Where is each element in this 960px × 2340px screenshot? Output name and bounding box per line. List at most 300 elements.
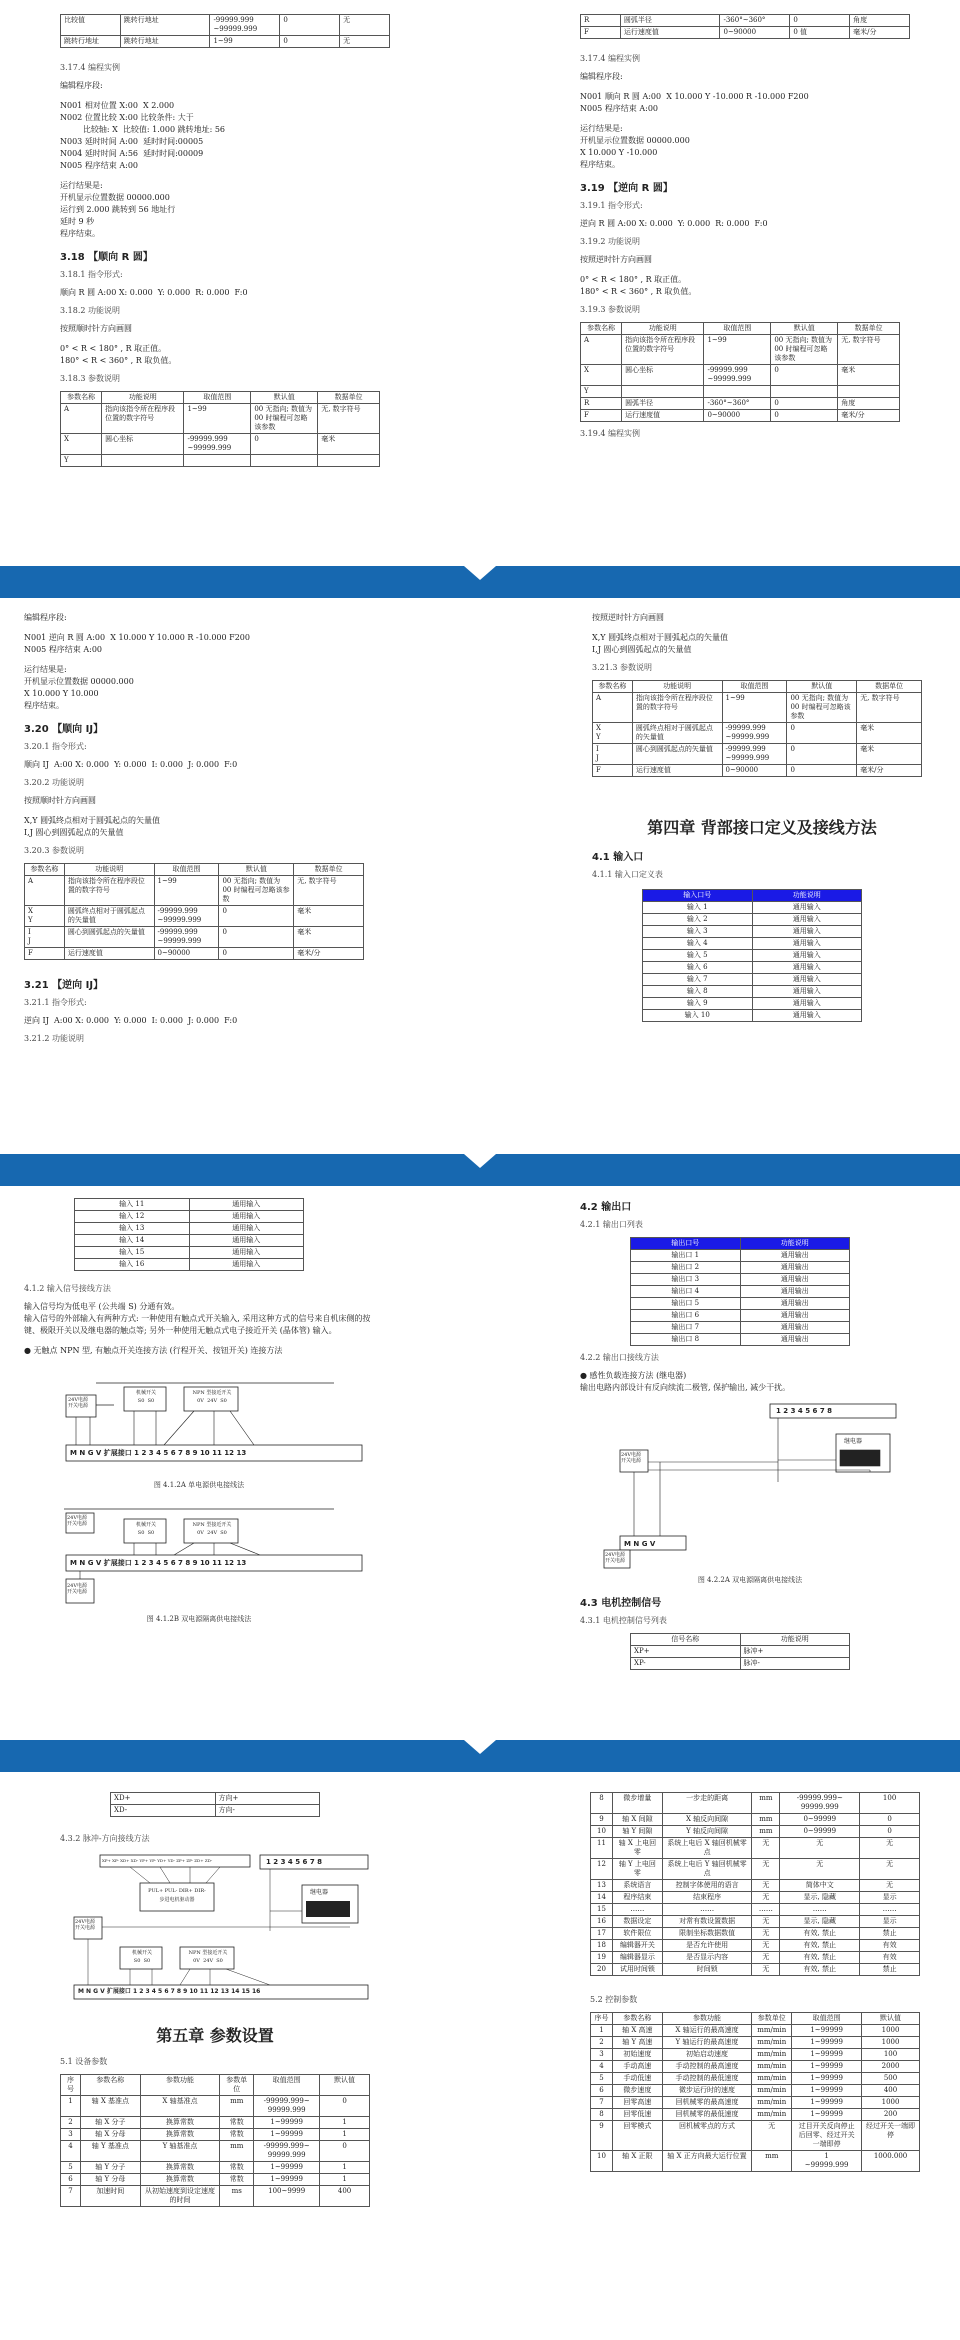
input-bullet: ● 无触点 NPN 型, 有触点开关连接方法 (行程开关、按钮开关) 连接方法 <box>24 1346 283 1355</box>
table-cell <box>251 455 318 467</box>
table-cell: 输入 16 <box>75 1259 190 1271</box>
table-header-cell: 序号 <box>61 2075 81 2096</box>
page-panel-2 <box>0 598 960 1154</box>
table-row <box>75 1199 304 1211</box>
table-header-cell: 取值范围 <box>722 681 787 693</box>
table-row <box>631 1274 850 1286</box>
table-cell: 1~99 <box>210 36 280 48</box>
table-cell: -99999.999 ~99999.999 <box>722 723 787 744</box>
result-label-right: 运行结果是: <box>580 124 623 133</box>
table-cell: mm/min <box>752 2097 792 2109</box>
section-3203: 3.20.3 参数说明 <box>24 846 84 855</box>
table-row <box>591 1838 920 1859</box>
table-cell: 0 <box>771 398 838 410</box>
table-cell: 从初始速度到设定速度的时间 <box>140 2186 220 2207</box>
cond-319: 0° < R < 180° , R 取正值。 180° < R < 360° , R 取负值。 <box>580 275 697 296</box>
table-header-cell: 参数名称 <box>612 2013 662 2025</box>
table-cell: A <box>61 404 102 434</box>
page-panel-4 <box>0 1772 960 2340</box>
table-cell: 1~99999 <box>254 2117 320 2129</box>
table-row <box>593 765 922 777</box>
param-table-318 <box>60 391 380 467</box>
table-cell: 100~9999 <box>254 2186 320 2207</box>
table-cell: 圆心到圆弧起点的矢量值 <box>632 744 722 765</box>
table-cell: 通用输出 <box>740 1322 850 1334</box>
table-cell: mm/min <box>752 2037 792 2049</box>
diagram-axis-pins: XP+ XP- XD+ XD- YP+ YP- YD+ YD- ZP+ ZP- ZD+ ZD- <box>102 1858 213 1863</box>
output-bullet-desc: 输出电路内部设计有反向续流二极管, 保护输出, 减少干扰。 <box>580 1383 791 1392</box>
table-row <box>643 950 862 962</box>
table-cell: mm/min <box>752 2061 792 2073</box>
table-cell: 通用输入 <box>189 1211 304 1223</box>
table-cell: 毫米 <box>294 927 364 948</box>
table-cell: 4 <box>591 2061 613 2073</box>
table-cell: 无 <box>752 2121 792 2151</box>
table-cell: 1 ~99999.999 <box>792 2151 862 2172</box>
table-cell: 0 <box>787 765 857 777</box>
table-row <box>61 2129 370 2141</box>
table-row <box>25 927 364 948</box>
table-cell: 运行速度值 <box>620 27 720 39</box>
page-divider-1 <box>0 566 960 598</box>
table-cell: 毫米 <box>857 744 922 765</box>
table-cell: 2000 <box>862 2061 920 2073</box>
device-param-table-cont <box>590 1792 920 1976</box>
table-cell: 脉冲- <box>740 1658 849 1670</box>
table-cell: mm <box>220 2096 254 2117</box>
table-row <box>631 1334 850 1346</box>
table-cell: 10 <box>591 2151 613 2172</box>
table-cell: 20 <box>591 1964 613 1976</box>
table-cell: 显示, 隐藏 <box>780 1892 860 1904</box>
table-row <box>591 1859 920 1880</box>
table-cell: 换算常数 <box>140 2174 220 2186</box>
table-cell: 运行速度值 <box>622 410 704 422</box>
table-cell: 简体中文 <box>780 1880 860 1892</box>
table-header-cell: 参数单位 <box>220 2075 254 2096</box>
table-cell: 轴 Y 上电回零 <box>612 1859 662 1880</box>
table-cell: 轴 Y 间隙 <box>612 1826 662 1838</box>
table-cell: 无 <box>752 1916 780 1928</box>
table-cell: 无 <box>752 1940 780 1952</box>
page-divider-2 <box>0 1154 960 1186</box>
diagram-driver-label: PUL+ PUL- DIR+ DIR- 步进电机驱动器 <box>148 1888 206 1903</box>
prog-lines-p2: N001 逆向 R 圆 A:00 X 10.000 Y 10.000 R -10.000 F200 N005 程序结束 A:00 <box>24 633 250 654</box>
table-cell: XD+ <box>111 1793 216 1805</box>
table-cell: 输入 8 <box>643 986 753 998</box>
table-cell: 回零模式 <box>612 2121 662 2151</box>
table-cell: -99999.999 ~99999.999 <box>184 434 251 455</box>
table-cell: 圆弧终点相对于圆弧起点的矢量值 <box>64 906 154 927</box>
divider-notch <box>464 566 496 580</box>
table-cell: 无 <box>752 1952 780 1964</box>
table-row <box>591 2037 920 2049</box>
panel1-left-column <box>60 0 390 467</box>
table-row <box>581 365 900 386</box>
table-cell: 通用输入 <box>752 950 862 962</box>
table-cell: 禁止 <box>860 1928 920 1940</box>
table-cell: 1 <box>320 2162 370 2174</box>
table-cell: 输出口 6 <box>631 1310 741 1322</box>
table-cell: 显示 <box>860 1916 920 1928</box>
table-cell: 无 <box>780 1859 860 1880</box>
table-cell: 限制坐标数据数值 <box>662 1928 752 1940</box>
table-cell: -360°~360° <box>720 15 790 27</box>
table-cell: 无 <box>752 1859 780 1880</box>
table-cell: 指向该指令所在程序段位置的数字符号 <box>622 335 704 365</box>
table-row <box>61 2096 370 2117</box>
func-321: 按照逆时针方向画圆 <box>592 613 664 622</box>
section-412: 4.1.2 输入信号接线方法 <box>24 1284 111 1293</box>
prog-label-p2: 编辑程序段: <box>24 613 67 622</box>
input-table <box>642 889 862 1022</box>
table-cell: 无, 数字符号 <box>318 404 380 434</box>
table-cell: 5 <box>591 2073 613 2085</box>
table-row <box>61 404 380 434</box>
table-cell: 圆弧半径 <box>620 15 720 27</box>
table-cell: X 轴运行的最高速度 <box>662 2025 752 2037</box>
table-header-row <box>581 323 900 335</box>
table-header-cell: 数据单位 <box>318 392 380 404</box>
diagram-switch-label: 机械开关 S0 S0 <box>135 1390 156 1404</box>
table-cell: 比较值 <box>61 15 121 36</box>
table-row <box>591 1880 920 1892</box>
table-cell: 9 <box>591 2121 613 2151</box>
table-cell: 常数 <box>220 2174 254 2186</box>
table-cell: 有效, 禁止 <box>780 1928 860 1940</box>
table-row <box>591 1928 920 1940</box>
table-cell: 14 <box>591 1892 613 1904</box>
table-header-cell: 数据单位 <box>294 864 364 876</box>
figure-4-1-2b-caption: 图 4.1.2B 双电源隔离供电接线法 <box>146 1615 252 1623</box>
table-cell: 0~90000 <box>704 410 771 422</box>
table-header-cell: 数据单位 <box>838 323 900 335</box>
table-cell: ms <box>220 2186 254 2207</box>
section-3174-title: 3.17.4 编程实例 <box>60 63 120 72</box>
table-cell: 系统上电后 X 轴回机械零点 <box>662 1838 752 1859</box>
section-421: 4.2.1 输出口列表 <box>580 1220 643 1229</box>
diagram-npn-label: NPN 型接近开关 0V 24V S0 <box>192 1390 232 1404</box>
wiring-diagram-svg <box>64 1499 364 1609</box>
table-cell: 0 <box>771 365 838 386</box>
compare-jump-table <box>60 14 390 48</box>
panel3-right-column <box>580 1186 920 1670</box>
table-cell: 通用输出 <box>740 1274 850 1286</box>
table-cell: 系统上电后 Y 轴回机械零点 <box>662 1859 752 1880</box>
diagram-npn-label: NPN 型接近开关 0V 24V S0 <box>188 1950 228 1964</box>
table-cell: 通用输出 <box>740 1334 850 1346</box>
diagram-power-label: 24V电源 开关电源 <box>621 1452 642 1464</box>
table-cell: 微步运行时的速度 <box>662 2085 752 2097</box>
table-cell: 回机械零的最低速度 <box>662 2109 752 2121</box>
diagram-pin-strip: M N G V 扩展接口 1 2 3 4 5 6 7 8 9 10 11 12 13 <box>70 1559 247 1567</box>
prog-lines: N001 相对位置 X:00 X 2.000 N002 位置比较 X:00 比较条件: 大于 比较轴: X 比较值: 1.000 跳转地址: 56 N003 延时时间 A:00 延时时间:00005 N004 延时时间 A:56 延时时间:00009 N005 程序结束 A:00 <box>60 101 226 170</box>
table-header-cell: 默认值 <box>251 392 318 404</box>
table-cell: 跳转行地址 <box>61 36 121 48</box>
section-3183: 3.18.3 参数说明 <box>60 374 120 383</box>
table-row <box>591 1904 920 1916</box>
table-row <box>631 1310 850 1322</box>
table-cell: X 轴基准点 <box>140 2096 220 2117</box>
table-cell: 回机械零的最高速度 <box>662 2097 752 2109</box>
table-header-cell: 参数名称 <box>61 392 102 404</box>
table-cell: 加速时间 <box>80 2186 140 2207</box>
wiring-diagram-svg <box>64 1365 364 1475</box>
table-cell: 0 <box>787 723 857 744</box>
table-cell: 轴 Y 高速 <box>612 2037 662 2049</box>
func-318: 按照顺时针方向画圆 <box>60 324 132 333</box>
table-cell: 1~99999 <box>792 2085 862 2097</box>
table-cell: -99999.999~ 99999.999 <box>780 1793 860 1814</box>
table-cell: 通用输入 <box>752 974 862 986</box>
table-header-cell: 默认值 <box>219 864 294 876</box>
section-432: 4.3.2 脉冲-方向接线方法 <box>60 1834 150 1843</box>
table-row <box>643 974 862 986</box>
table-cell: mm/min <box>752 2085 792 2097</box>
table-cell: 通用输入 <box>752 998 862 1010</box>
table-cell: -99999.999 ~99999.999 <box>722 744 787 765</box>
table-cell: 轴 X 正方向最大运行位置 <box>662 2151 752 2172</box>
table-row <box>75 1211 304 1223</box>
table-cell: F <box>25 948 65 960</box>
table-header-cell: 默认值 <box>787 681 857 693</box>
table-cell: 1~99999 <box>792 2061 862 2073</box>
table-cell: 无 <box>340 15 390 36</box>
diagram-relay-label: 继电器 <box>310 1889 329 1896</box>
table-cell: 1000 <box>862 2097 920 2109</box>
table-cell: 输入 9 <box>643 998 753 1010</box>
table-cell: 是否允许使用 <box>662 1940 752 1952</box>
table-cell: 0 <box>320 2141 370 2162</box>
table-header-cell: 参数单位 <box>752 2013 792 2025</box>
table-cell: 通用输入 <box>189 1235 304 1247</box>
table-cell: 手动低速 <box>612 2073 662 2085</box>
table-cell: 有效 <box>860 1952 920 1964</box>
table-cell: 输入 15 <box>75 1247 190 1259</box>
table-cell: 无, 数字符号 <box>294 876 364 906</box>
table-cell: 2 <box>61 2117 81 2129</box>
figure-4-2-2a-caption: 图 4.2.2A 双电源隔离供电接线法 <box>697 1576 803 1584</box>
table-cell: 1~99 <box>154 876 219 906</box>
table-row <box>581 386 900 398</box>
table-row <box>631 1646 850 1658</box>
table-cell: 0~99999 <box>780 1826 860 1838</box>
desc-321: X,Y 圆弧终点相对于圆弧起点的矢量值 I,J 圆心到圆弧起点的矢量值 <box>592 633 729 654</box>
table-cell: 通用输入 <box>752 1010 862 1022</box>
table-cell: 毫米/分 <box>294 948 364 960</box>
table-cell: 200 <box>862 2109 920 2121</box>
section-3211: 3.21.1 指令形式: <box>24 998 87 1007</box>
table-cell: 无 <box>752 1892 780 1904</box>
param-table-320 <box>24 863 364 960</box>
table-cell: 手动高速 <box>612 2061 662 2073</box>
page-divider-3 <box>0 1740 960 1772</box>
table-cell: 轴 X 正限 <box>612 2151 662 2172</box>
table-cell: 0~90000 <box>720 27 790 39</box>
section-3202: 3.20.2 功能说明 <box>24 778 84 787</box>
page-panel-3 <box>0 1186 960 1740</box>
table-cell: XP+ <box>631 1646 741 1658</box>
table-cell: 2 <box>591 2037 613 2049</box>
section-3201: 3.20.1 指令形式: <box>24 742 87 751</box>
table-header-row <box>61 392 380 404</box>
table-cell: 0 <box>320 2096 370 2117</box>
table-cell: -99999.999~ 99999.999 <box>254 2096 320 2117</box>
table-cell: 结束程序 <box>662 1892 752 1904</box>
table-row <box>591 2097 920 2109</box>
table-header-cell: 数据单位 <box>857 681 922 693</box>
motor-signal-table <box>630 1633 850 1670</box>
table-cell: 显示, 隐藏 <box>780 1916 860 1928</box>
table-cell: 手动控制的最高速度 <box>662 2061 752 2073</box>
table-cell: 毫米/分 <box>857 765 922 777</box>
table-cell: Y <box>61 455 102 467</box>
table-row <box>631 1298 850 1310</box>
table-cell: F <box>581 27 621 39</box>
table-header-cell: 功能说明 <box>632 681 722 693</box>
table-row <box>593 744 922 765</box>
table-cell: X 轴反向间隙 <box>662 1814 752 1826</box>
table-cell: mm <box>752 1793 780 1814</box>
prog-lines-right: N001 顺向 R 圆 A:00 X 10.000 Y -10.000 R -10.000 F200 N005 程序结束 A:00 <box>580 92 809 113</box>
table-header-row <box>25 864 364 876</box>
table-header-cell: 参数名称 <box>593 681 633 693</box>
table-row <box>61 2117 370 2129</box>
table-cell: 输出口 7 <box>631 1322 741 1334</box>
table-header-cell: 取值范围 <box>154 864 219 876</box>
table-cell: 微步速度 <box>612 2085 662 2097</box>
table-cell: 轴 X 间隙 <box>612 1814 662 1826</box>
form-318: 顺向 R 圆 A:00 X: 0.000 Y: 0.000 R: 0.000 F:0 <box>60 288 248 297</box>
heading-41: 4.1 输入口 <box>592 852 644 863</box>
func-320: 按照顺时针方向画圆 <box>24 796 96 805</box>
table-row <box>111 1805 320 1817</box>
output-bullet: ● 感性负载连接方法 (继电器) <box>580 1371 687 1380</box>
table-row <box>643 1010 862 1022</box>
table-cell: Y 轴反向间隙 <box>662 1826 752 1838</box>
table-row <box>591 2049 920 2061</box>
table-header-cell: 默认值 <box>862 2013 920 2025</box>
table-row <box>643 998 862 1010</box>
table-cell: 输入 1 <box>643 902 753 914</box>
table-cell: mm/min <box>752 2025 792 2037</box>
table-header-cell: 功能说明 <box>752 890 862 902</box>
table-row <box>593 723 922 744</box>
page-panel-1 <box>0 0 960 566</box>
table-cell: …… <box>860 1904 920 1916</box>
table-cell: 是否显示内容 <box>662 1952 752 1964</box>
table-header-row <box>643 890 862 902</box>
table-cell: 通用输入 <box>752 962 862 974</box>
section-3212: 3.21.2 功能说明 <box>24 1034 84 1043</box>
table-row <box>591 1793 920 1814</box>
table-cell: 换算常数 <box>140 2162 220 2174</box>
heading-319: 3.19 【逆向 R 圆】 <box>580 183 673 194</box>
table-cell: 通用输入 <box>752 986 862 998</box>
table-cell: 0 <box>860 1826 920 1838</box>
table-row <box>61 455 380 467</box>
table-header-cell: 功能说明 <box>740 1634 849 1646</box>
table-cell: 轴 X 上电回零 <box>612 1838 662 1859</box>
table-cell: 无 <box>752 1838 780 1859</box>
table-cell: 1~99999 <box>792 2037 862 2049</box>
table-cell: 通用输入 <box>189 1259 304 1271</box>
table-cell: 无 <box>752 1928 780 1940</box>
table-cell: 毫米 <box>318 434 380 455</box>
table-cell: 1000 <box>862 2037 920 2049</box>
prog-label: 编辑程序段: <box>60 81 103 90</box>
table-row <box>61 2174 370 2186</box>
motor-signal-table-cont <box>110 1792 320 1817</box>
table-cell: 软件限位 <box>612 1928 662 1940</box>
table-cell: 回机械零点的方式 <box>662 2121 752 2151</box>
table-cell: XP- <box>631 1658 741 1670</box>
section-3181: 3.18.1 指令形式: <box>60 270 123 279</box>
table-row <box>581 410 900 422</box>
table-header-cell: 取值范围 <box>254 2075 320 2096</box>
result-label: 运行结果是: <box>60 181 103 190</box>
diagram-output-pins: 1 2 3 4 5 6 7 8 <box>776 1407 833 1415</box>
param-table-319 <box>580 322 900 422</box>
table-cell: 脉冲+ <box>740 1646 849 1658</box>
table-header-cell: 默认值 <box>320 2075 370 2096</box>
table-cell: I J <box>25 927 65 948</box>
table-cell: …… <box>612 1904 662 1916</box>
table-cell: …… <box>662 1904 752 1916</box>
table-header-cell: 参数功能 <box>140 2075 220 2096</box>
input-table-cont <box>74 1198 304 1271</box>
diagram-switch-label: 机械开关 S0 S0 <box>135 1522 156 1536</box>
panel2-right-column <box>592 598 932 1022</box>
table-cell: 输出口 3 <box>631 1274 741 1286</box>
table-cell: mm <box>752 2151 792 2172</box>
table-cell: 有效, 禁止 <box>780 1940 860 1952</box>
table-cell: 指向该指令所在程序段位置的数字符号 <box>64 876 154 906</box>
table-cell: 通用输出 <box>740 1262 850 1274</box>
table-cell <box>622 386 704 398</box>
table-cell: 无 <box>860 1838 920 1859</box>
table-row <box>581 15 910 27</box>
table-cell: 回零高速 <box>612 2097 662 2109</box>
table-header-cell: 取值范围 <box>184 392 251 404</box>
table-cell: 0 <box>251 434 318 455</box>
diagram-power-label: 24V电源 开关电源 <box>68 1397 89 1409</box>
table-cell: 0 <box>790 15 850 27</box>
func-319: 按照逆时针方向画圆 <box>580 255 652 264</box>
table-cell: 1~99999 <box>792 2025 862 2037</box>
table-cell: 通用输入 <box>189 1223 304 1235</box>
table-cell: 0 <box>771 410 838 422</box>
table-row <box>61 2186 370 2207</box>
table-row <box>591 1892 920 1904</box>
table-cell: 输入 4 <box>643 938 753 950</box>
table-cell: 方向+ <box>215 1793 319 1805</box>
divider-notch <box>464 1154 496 1168</box>
table-cell: mm <box>752 1814 780 1826</box>
heading-321: 3.21 【逆向 IJ】 <box>24 980 104 991</box>
table-row <box>643 938 862 950</box>
table-cell: 输入 10 <box>643 1010 753 1022</box>
table-cell: 无, 数字符号 <box>857 693 922 723</box>
table-cell: 输入 11 <box>75 1199 190 1211</box>
table-row <box>591 1814 920 1826</box>
table-cell: 输出口 4 <box>631 1286 741 1298</box>
table-cell: 指向该指令所在程序段位置的数字符号 <box>102 404 184 434</box>
table-cell: 无 <box>860 1859 920 1880</box>
chapter-4-title: 第四章 背部接口定义及接线方法 <box>647 818 877 837</box>
table-cell: 通用输出 <box>740 1286 850 1298</box>
table-row <box>61 36 390 48</box>
